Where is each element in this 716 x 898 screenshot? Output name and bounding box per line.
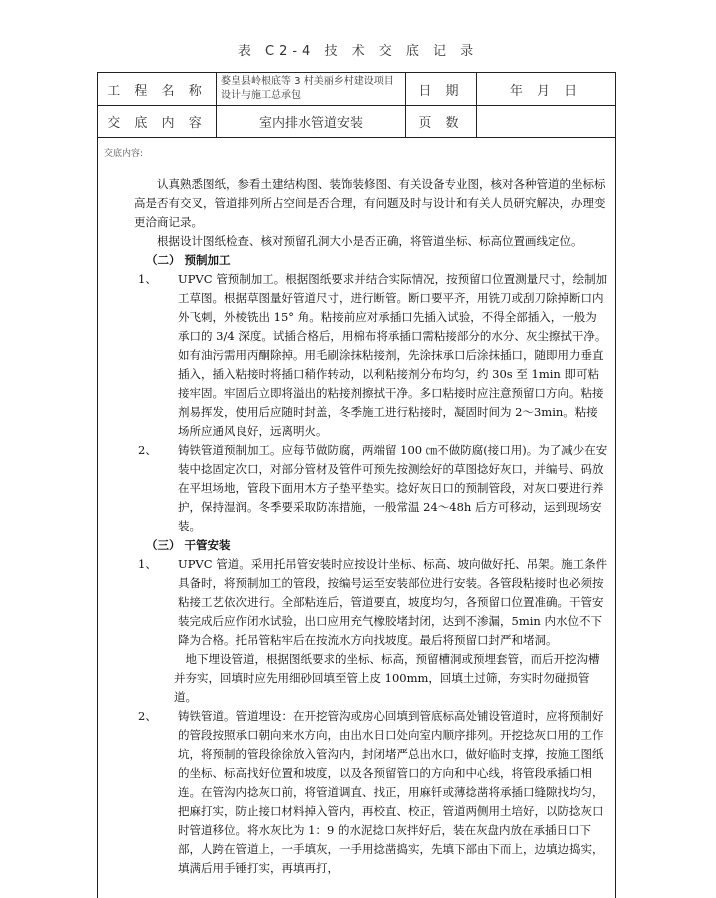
project-name-value: 婺皇县岭根底等 3 村美丽乡村建设项目设计与施工总承包 xyxy=(217,73,406,106)
item-text-upvc-pipe: UPVC 管道。采用托吊管安装时应按设计坐标、标高、坡向做好托、吊架。施工条件具备时，将预制加工的管段，按编号运至安装部位进行安装。各管段粘接时也必须按粘接工艺依次进行。全部粘连后，管道要直，坡度均匀，各预留口位置准确。干管安装完成后应作闭水试验，出口应用充气橡胶堵封闭，达到不渗漏，5min 内水位不下降为合格。托吊管粘牢后在按流水方向找坡度。最后将预留口封严和堵洞。 xyxy=(178,557,608,647)
item-number: 2、 xyxy=(138,443,157,457)
list-item xyxy=(134,270,608,441)
item-text-cast-iron-prefab: 铸铁管道预制加工。应每节做防腐，两端留 100 ㎝不做防腐(接口用)。为了减少在安装中捻固定次口，对部分管材及管件可预先按测绘好的草图捻好灰口，并编号、码放在平坦场地，管段下面用木方子垫平垫实。捻好灰日口的预制管段，对灰口要进行养护，保持湿润。冬季要采取防冻措施，一般常温 24～48h 后方可移动，运到现场安装。 xyxy=(178,443,608,533)
date-value: 年 月 日 xyxy=(477,73,616,106)
content-area xyxy=(97,138,616,898)
item-number: 1、 xyxy=(138,557,157,571)
paragraph-review-drawings: 认真熟悉图纸，参看土建结构图、装饰装修图、有关设备专业图，核对各种管道的坐标标高是否有交叉，管道排列所占空间是否合理，有问题及时与设计和有关人员研究解决，办理变更洽商记录。 xyxy=(134,177,606,229)
list-item xyxy=(134,707,608,878)
document-title: 表 C2-4 技 术 交 底 记 录 xyxy=(237,44,479,59)
section-heading-prefabrication: （二） 预制加工 xyxy=(146,253,231,267)
paragraph-check-holes: 根据设计图纸检查、核对预留孔洞大小是否正确，将管道坐标、标高位置画线定位。 xyxy=(157,234,583,248)
item-text-upvc-prefab: UPVC 管预制加工。根据图纸要求并结合实际情况，按预留口位置测量尺寸，绘制加工草图。根据草图量好管道尺寸，进行断管。断口要平齐，用铣刀或刮刀除掉断口内外飞刺，外棱铣出 15° 角。粘接前应对承插口先插入试验，不得全部插入，一般为承口的 3/4 深度。试插合格后，用棉布将承插口需粘接部分的水分、灰尘擦拭干净。如有油污需用丙酮除掉。用毛刷涂抹粘接剂，先涂抹承口后涂抹插口，随即用力垂直插入，插入粘接时将插口稍作转动，以利粘接剂分布均匀，约 30s 至 1min 即可粘接牢固。牢固后立即将溢出的粘接剂擦拭干净。多口粘接时应注意预留口方向。粘接剂易挥发，使用后应随时封盖，冬季施工进行粘接时，凝固时间为 2～3min。粘接场所应通风良好，远离明火。 xyxy=(178,272,608,438)
item-number: 1、 xyxy=(138,272,157,286)
header-table xyxy=(97,72,616,138)
project-name-label: 工 程 名 称 xyxy=(98,73,217,106)
date-label: 日 期 xyxy=(406,73,477,106)
content-label: 交底内容: xyxy=(104,149,144,159)
subject-label: 交 底 内 容 xyxy=(98,106,217,138)
section-heading-main-pipe: （三） 干管安装 xyxy=(146,538,231,552)
subject-value: 室内排水管道安装 xyxy=(217,106,406,138)
list-item xyxy=(134,555,608,650)
page-count-value xyxy=(477,106,616,138)
content-body xyxy=(134,175,608,878)
item-text-cast-iron-pipe: 铸铁管道。管道埋设：在开挖管沟或房心回填到管底标高处铺设管道时，应将预制好的管段按照承口朝向来水方向，由出水日口处向室内顺序排列。开挖捻灰口用的工作坑，将预制的管段徐徐放入管沟内，封闭堵严总出水口，做好临时支撑，按施工图纸的坐标、标高找好位置和坡度，以及各预留管口的方向和中心线，将管段承插口相连。在管沟内捻灰口前，将管道调直、找正，用麻钎或薄捻凿将承插口缝隙找均匀，把麻打实，防止接口材料掉入管内，再校直、校正，管道两侧用土培好，以防捻灰口时管道移位。将水灰比为 1：9 的水泥捻口灰拌好后，装在灰盘内放在承插日口下部，人跨在管道上，一手填灰，一手用捻凿捣实，先填下部由下而上，边填边捣实，填满后用手锤打实，再填再打， xyxy=(178,709,604,875)
page-count-label: 页 数 xyxy=(406,106,477,138)
list-item xyxy=(134,441,608,536)
paragraph-buried-pipe: 地下埋设管道，根据图纸要求的坐标、标高，预留槽洞或预埋套管，而后开挖沟槽并夯实，回填时应先用细砂回填至管上皮 100mm，回填土过筛，夯实时勿碰损管道。 xyxy=(174,652,600,704)
item-number: 2、 xyxy=(138,709,157,723)
